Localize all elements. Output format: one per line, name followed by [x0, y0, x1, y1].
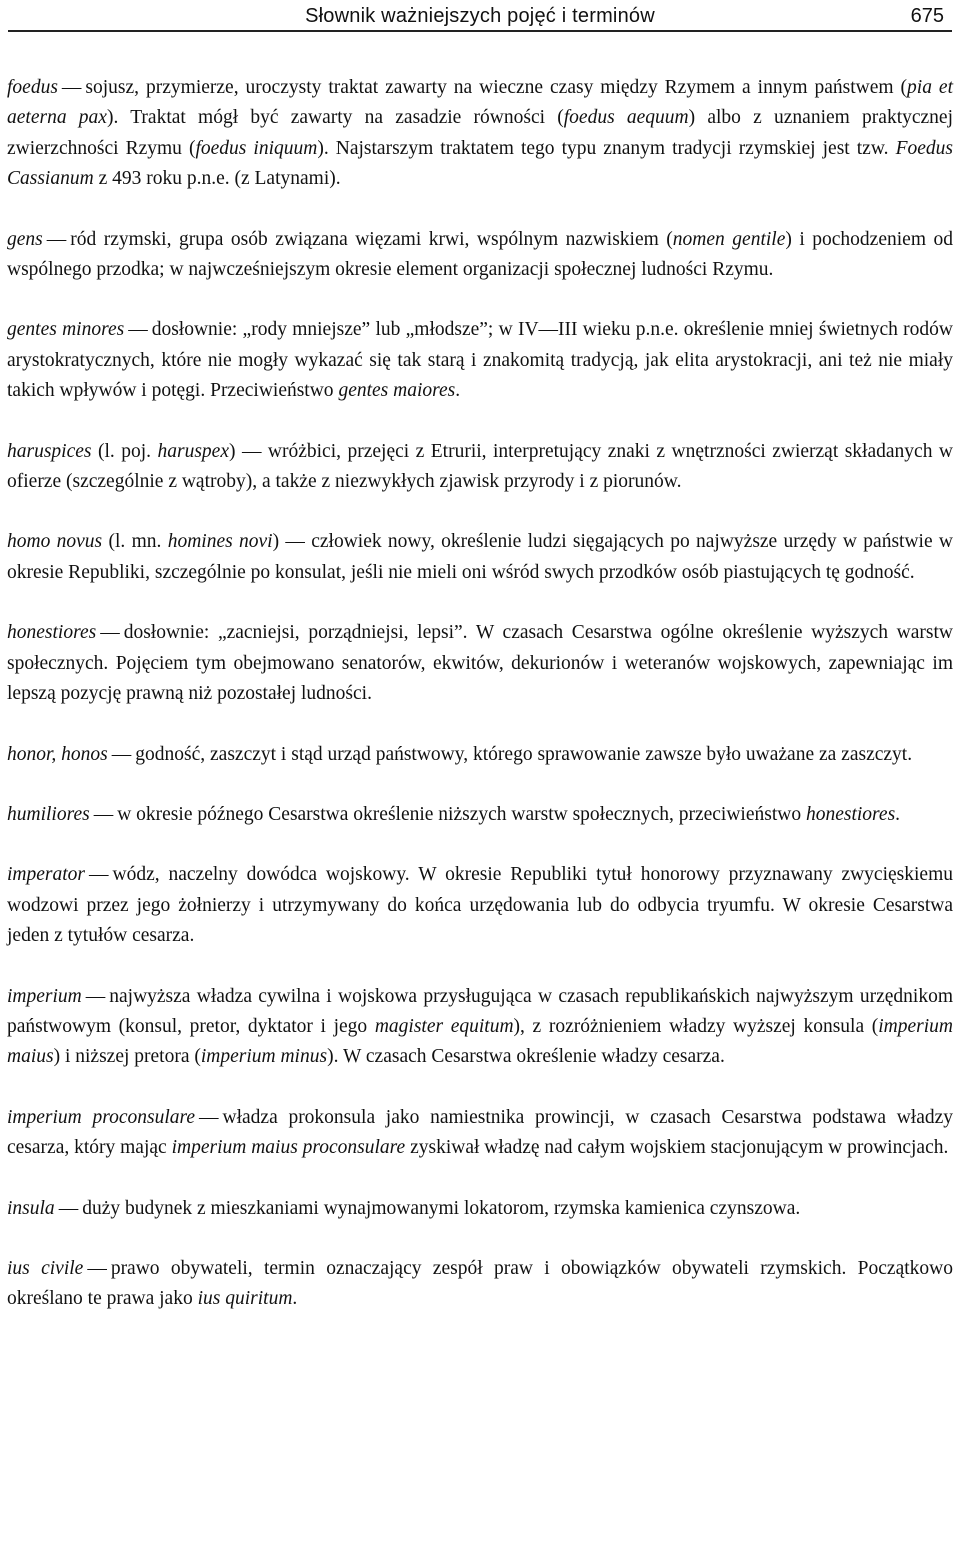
glossary-entry	[7, 1254, 953, 1315]
definition-text: ród rzymski, grupa osób związana więzami krwi, wspólnym nazwiskiem (	[70, 228, 673, 250]
entry-term: gentes minores	[7, 319, 125, 341]
definition-text: godność, zaszczyt i stąd urząd państwowy, którego sprawowanie zawsze było uważane za zaszczyt.	[135, 743, 913, 765]
entry-dash: —	[61, 77, 82, 98]
glossary-entry	[7, 800, 953, 830]
glossary-entry	[7, 740, 953, 770]
glossary-entry	[7, 1103, 953, 1164]
definition-text: ) i pochodzeniem od wspólnego przodka; w najwcześniejszym okresie element organizacji społecznej ludności Rzymu.	[7, 228, 953, 281]
glossary-entry	[7, 73, 953, 195]
glossary-entry	[7, 225, 953, 286]
definition-italic: gentes maiores	[338, 380, 456, 402]
entry-dash: —	[100, 622, 120, 644]
definition-text: duży budynek z mieszkaniami wynajmowanymi lokatorom, rzymska kamienica czynszowa.	[82, 1197, 801, 1219]
page-header-title: Słownik ważniejszych pojęć i terminów	[305, 5, 655, 27]
entry-term: gens	[7, 228, 43, 250]
definition-italic: homines novi	[167, 531, 273, 553]
entry-term: honestiores	[7, 622, 97, 644]
entry-dash: —	[46, 228, 67, 250]
definition-italic: magister equitum	[374, 1015, 514, 1037]
definition-text: .	[455, 380, 461, 402]
definition-text: ) — człowiek nowy, określenie ludzi sięgających po najwyższe urzędy w państwie w okresie Republiki, szczególnie po konsulat, jeśli nie mieli oni wśród swych przodków osób piastujących tę godność.	[7, 531, 954, 583]
definition-italic: ius quiritum	[197, 1288, 293, 1310]
definition-italic: imperium maius	[7, 1015, 953, 1068]
definition-text: ) albo z uznaniem praktycznej zwierzchności Rzymu (	[7, 107, 953, 159]
entry-dash: —	[58, 1197, 79, 1219]
entry-term: imperium	[7, 985, 82, 1007]
entry-dash: —	[128, 319, 148, 341]
glossary-entry	[7, 315, 953, 406]
definition-italic: imperium minus	[200, 1046, 328, 1068]
definition-text: (l. poj.	[97, 440, 158, 462]
definition-text: ). Traktat mógł być zawarty na zasadzie równości (	[106, 107, 564, 129]
entry-term: humiliores	[7, 803, 90, 825]
glossary-entry	[7, 982, 953, 1073]
definition-text: ), z rozróżnieniem władzy wyższej konsula (	[513, 1015, 879, 1037]
entry-dash: —	[85, 985, 106, 1007]
glossary-entry	[7, 860, 953, 951]
definition-text: .	[292, 1288, 298, 1310]
definition-italic: Foedus Cassianum	[7, 137, 953, 190]
definition-text: władza prokonsula jako namiestnika prowincji, w czasach Cesarstwa podstawa władzy cesarza, który mając	[7, 1106, 954, 1159]
glossary-entry	[7, 527, 953, 588]
definition-text: (l. mn.	[108, 531, 168, 553]
definition-italic: nomen gentile	[672, 228, 786, 250]
entry-term: imperator	[7, 864, 85, 886]
definition-italic: imperium maius proconsulare	[171, 1137, 406, 1159]
definition-italic: haruspex	[157, 440, 229, 462]
page-number: 675	[910, 5, 944, 27]
entry-dash: —	[199, 1106, 219, 1128]
glossary-entry	[7, 437, 953, 498]
glossary-entry	[7, 618, 953, 709]
entry-dash: —	[89, 864, 109, 886]
definition-text: sojusz, przymierze, uroczysty traktat zawarty na wieczne czasy między Rzymem a innym państwem (	[85, 77, 908, 98]
definition-text: wódz, naczelny dowódca wojskowy. W okresie Republiki tytuł honorowy przyznawany zwycięskiemu wodzowi przez jego żołnierzy i utrzymywany do końca urzędowania lub do odbycia tryumfu. W okresie Cesarstwa jeden z tytułów cesarza.	[7, 864, 953, 947]
entry-term: honor, honos	[7, 743, 108, 765]
entry-dash: —	[111, 743, 132, 765]
definition-text: ) — wróżbici, przejęci z Etrurii, interpretujący znaki z wnętrzności zwierząt składanych w ofierze (szczególnie z wątroby), a także z niezwykłych zjawisk przyrody i z piorunów.	[7, 440, 953, 493]
definition-text: w okresie późnego Cesarstwa określenie niższych warstw społecznych, przeciwieństwo	[117, 803, 806, 825]
entry-term: homo novus	[7, 531, 103, 553]
entry-term: insula	[7, 1197, 55, 1219]
definition-italic: pia et aeterna pax	[7, 77, 953, 129]
definition-italic: foedus iniquum	[195, 137, 318, 159]
definition-text: najwyższa władza cywilna i wojskowa przysługująca w czasach republikańskich najwyższym urzędnikom państwowym (konsul, pretor, dyktator i jego	[7, 985, 953, 1037]
definition-text: dosłownie: „zacniejsi, porządniejsi, lepsi”. W czasach Cesarstwa ogólne określenie wyższych warstw społecznych. Pojęciem tym obejmowano senatorów, ekwitów, dekurionów i weteranów wojskowych, zapewniając im lepszą pozycję prawną niż pozostałej ludności.	[7, 622, 953, 705]
definition-text: dosłownie: „rody mniejsze” lub „młodsze”; w IV—III wieku p.n.e. określenie mniej świetnych rodów arystokratycznych, które nie mogły wykazać się tak starą i znakomitą tradycją, jak elita arystokracji, ani też nie miały takich wpływów i potęgi. Przeciwieństwo	[7, 319, 953, 402]
running-header	[8, 2, 952, 32]
definition-text: zyskiwał władzę nad całym wojskiem stacjonującym w prowincjach.	[405, 1137, 949, 1159]
glossary-entry	[7, 1194, 953, 1224]
definition-italic: honestiores	[805, 803, 896, 825]
definition-text: .	[895, 803, 901, 825]
entry-dash: —	[93, 803, 114, 825]
definition-italic: foedus aequum	[563, 107, 689, 129]
definition-text: ). W czasach Cesarstwa określenie władzy cesarza.	[327, 1046, 725, 1068]
glossary-body	[7, 73, 953, 1345]
definition-text: prawo obywateli, termin oznaczający zespół praw i obowiązków obywateli rzymskich. Początkowo określano te prawa jako	[7, 1257, 953, 1310]
entry-dash: —	[87, 1257, 107, 1279]
definition-text: ). Najstarszym traktatem tego typu znanym tradycji rzymskiej jest tzw.	[317, 137, 896, 159]
entry-term: ius civile	[7, 1257, 84, 1279]
entry-term: foedus	[7, 77, 58, 98]
entry-term: haruspices	[7, 440, 92, 462]
definition-text: ) i niższej pretora (	[53, 1046, 201, 1068]
definition-text: z 493 roku p.n.e. (z Latynami).	[93, 168, 341, 190]
entry-term: imperium proconsulare	[7, 1106, 196, 1128]
